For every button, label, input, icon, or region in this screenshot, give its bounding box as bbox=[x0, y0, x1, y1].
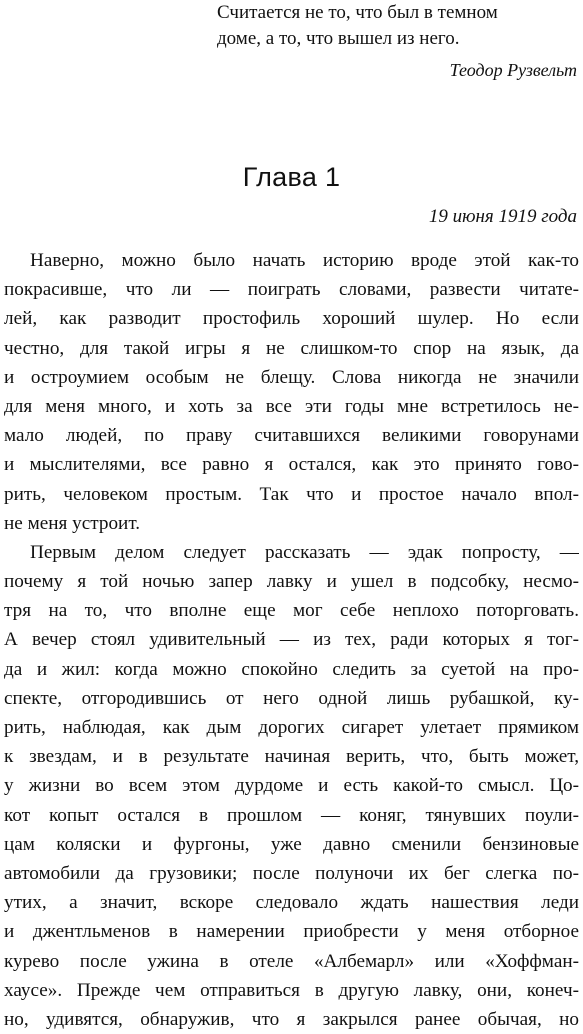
epigraph-line-1: Считается не то, что был в темном bbox=[217, 2, 498, 23]
text-line: А вечер стоял удивительный — из тех, ради которых я тог- bbox=[4, 629, 579, 651]
text-line: честно, для такой игры я не слишком-то спор на язык, да bbox=[4, 337, 579, 359]
chapter-body bbox=[4, 246, 579, 1034]
chapter-date: 19 июня 1919 года bbox=[428, 206, 577, 227]
epigraph bbox=[145, 0, 505, 52]
text-line: Наверно, можно было начать историю вроде этой как-то bbox=[30, 250, 579, 271]
paragraph-2 bbox=[4, 538, 579, 1034]
text-line: у жизни во всем этом дурдоме и есть какой-то смысл. Цо- bbox=[4, 775, 579, 797]
text-line: утих, а значит, вскоре следовало ждать нашествия леди bbox=[4, 892, 579, 914]
text-line: хаусе». Прежде чем отправиться в другую лавку, они, конеч- bbox=[4, 979, 579, 1001]
text-line: к звездам, и в результате начиная верить, что, быть может, bbox=[4, 746, 579, 768]
text-line: и мыслителями, все равно я остался, как это принято гово- bbox=[4, 454, 579, 476]
chapter-title: Глава 1 bbox=[242, 162, 341, 192]
text-line: но, удивятся, обнаружив, что я закрылся ранее обычая, но bbox=[4, 1008, 579, 1030]
epigraph-line-2: доме, а то, что вышел из него. bbox=[217, 28, 460, 49]
epigraph-author: Теодор Рузвельт bbox=[449, 60, 577, 80]
text-line: курево после ужина в отеле «Албемарл» или «Хоффман- bbox=[4, 950, 579, 972]
text-line: покрасивше, что ли — поиграть словами, развести читате- bbox=[4, 279, 579, 301]
text-line: кот копыт остался в прошлом — коняг, тянувших поули- bbox=[4, 804, 579, 826]
text-line: автомобили да грузовики; после полуночи их бег слегка по- bbox=[4, 862, 579, 884]
text-line: рить, наблюдая, как дым дорогих сигарет улетает прямиком bbox=[4, 717, 579, 738]
text-line: да и жил: когда можно спокойно следить за суетой на про- bbox=[4, 658, 579, 680]
text-line: и остроумием особым не блещу. Слова никогда не значили bbox=[4, 366, 579, 388]
paragraph-1 bbox=[4, 246, 579, 538]
text-line: и джентльменов в намерении приобрести у меня отборное bbox=[4, 921, 579, 943]
text-line: лей, как разводит простофиль хороший шулер. Но если bbox=[4, 308, 579, 330]
text-line: рить, человеком простым. Так что и простое начало впол- bbox=[4, 483, 579, 505]
text-line: для меня много, и хоть за все эти годы мне встретилось не- bbox=[4, 395, 579, 417]
text-line: тря на то, что вполне еще мог себе неплохо поторговать. bbox=[4, 600, 579, 622]
text-line: мало людей, по праву считавшихся великими говорунами bbox=[4, 425, 579, 447]
text-line: цам коляски и фургоны, уже давно сменили бензиновые bbox=[4, 833, 579, 855]
text-line: Первым делом следует рассказать — эдак попросту, — bbox=[30, 541, 579, 563]
text-line: спекте, отгородившись от него одной лишь рубашкой, ку- bbox=[4, 687, 579, 709]
text-line: почему я той ночью запер лавку и ушел в подсобку, несмо- bbox=[4, 571, 579, 593]
text-line: не меня устроит. bbox=[4, 512, 141, 534]
